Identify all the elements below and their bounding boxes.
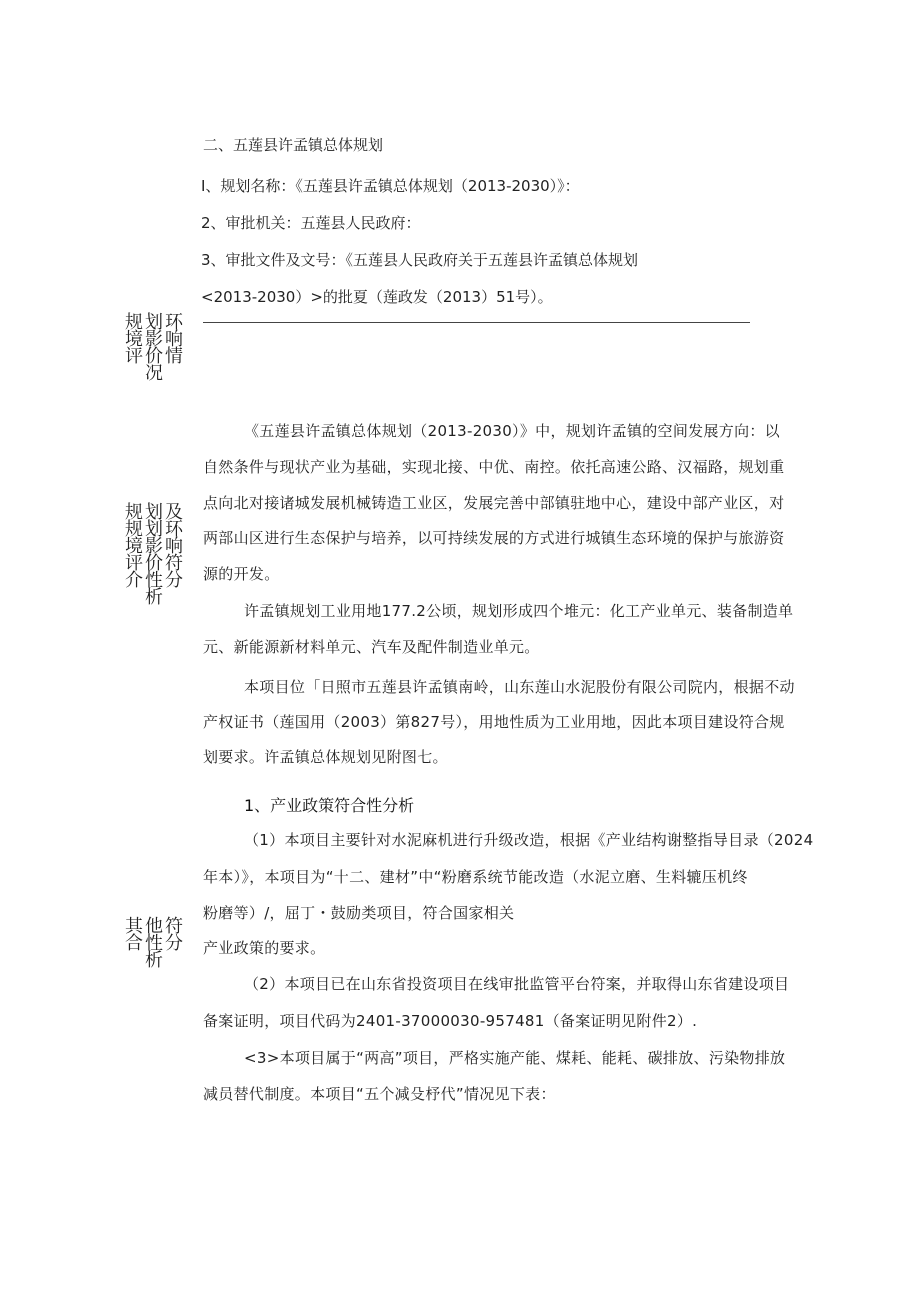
policy-line: 产业政策的要求。: [203, 939, 326, 957]
approval-authority-line: 2、审批机关：五莲县人民政府：: [201, 214, 421, 232]
body-line: 自然条件与现状产业为基础，实现北接、中优、南控。依托高速公路、汉福路，规划重: [203, 458, 785, 476]
body-line: 产权证书（莲国用（2003）第827号），用地性质为工业用地，因此本项目建设符合规: [203, 713, 785, 731]
body-line: 源的开发。: [203, 565, 280, 583]
body-line: 两部山区进行生态保护与培养，以可持续发展的方式进行城镇生态环境的保护与旅游资: [203, 529, 785, 547]
body-line: 元、新能源新材料单元、汽车及配件制造业单元。: [203, 638, 540, 656]
approval-document-line: 3、审批文件及文号：《五莲县人民政府关于五莲县许孟镇总体规划: [201, 251, 639, 269]
divider-line: [203, 322, 750, 323]
policy-line: （1）本项目主要针对水泥麻机进行升级改造，根据《产业结构谢整指导目录（2024: [244, 831, 814, 849]
body-line: 划要求。许孟镇总体规划见附图七。: [203, 748, 448, 766]
side-label-plan-compliance: 及环响符分 划划影价性析 规规境评介: [122, 502, 183, 604]
plan-name-line: I、规划名称：《五莲县许孟镇总体规划（2013-2030）》：: [201, 177, 580, 195]
policy-line: 减员替代制度。本项目“五个减殳杼代”情况见下表：: [203, 1085, 556, 1103]
policy-line: 备案证明，项目代码为2401-37000030-957481（备案证明见附件2）.: [203, 1012, 698, 1030]
body-line: 本项目位「日照市五莲县许孟镇南岭，山东莲山水泥股份有限公司院内，根据不动: [244, 678, 795, 696]
body-line: 点向北对接诸城发展机械铸造工业区，发展完善中部镇驻地中心，建设中部产业区，对: [203, 494, 785, 512]
industrial-policy-heading: 1、产业政策符合性分析: [244, 796, 415, 815]
policy-line: <3>本项目属于“两高”项目，严格实施产能、煤耗、能耗、碳排放、污染物排放: [244, 1049, 786, 1067]
policy-line: （2）本项目已在山东省投资项目在线审批监管平台符案，并取得山东省建设项目: [244, 975, 790, 993]
policy-line: 年本）》，本项目为“十二、建材”中“粉磨系统节能改造（水泥立磨、生料辘压机终: [203, 868, 748, 886]
body-line: 许孟镇规划工业用地177.2公顷，规划形成四个堆元：化工产业单元、装备制造单: [244, 602, 794, 620]
side-label-other-compliance: 符分 他性析 其合: [122, 916, 183, 967]
section-heading: 二、五莲县许孟镇总体规划: [203, 136, 384, 154]
body-line: 《五莲县许孟镇总体规划（2013-2030）》中，规划许孟镇的空间发展方向：以: [244, 422, 780, 440]
policy-line: 粉磨等）/，屈丁・鼓励类项目，符合国家相关: [203, 904, 515, 922]
approval-document-line-cont: <2013-2030）>的批夏（莲政发（2013）51号）。: [201, 288, 553, 306]
side-label-plan-env-impact: 环响情 划影价况 规境评: [122, 312, 183, 380]
